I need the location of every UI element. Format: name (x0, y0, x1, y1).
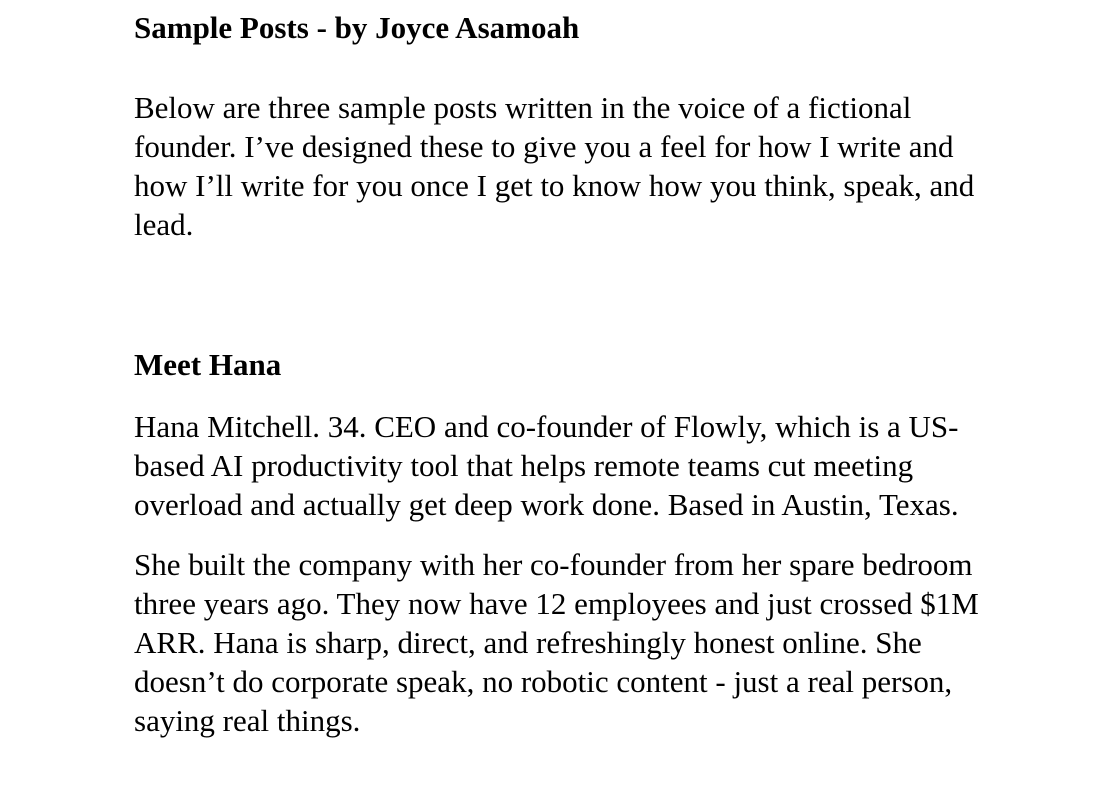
document-title: Sample Posts - by Joyce Asamoah (134, 10, 580, 45)
bio-paragraph-1: Hana Mitchell. 34. CEO and co-founder of Flowly, which is a US-based AI productivity tool that helps remote teams cut meeting overload and actually get deep work done. Based in Austin, Texas. (134, 409, 959, 522)
document-page (134, 8, 1014, 740)
bio-paragraph-2: She built the company with her co-founder from her spare bedroom three years ago. They now have 12 employees and just crossed $1M ARR. Hana is sharp, direct, and refreshingly honest online. She doesn’t do corporate speak, no robotic content - just a real person, saying real things. (134, 547, 979, 738)
intro-paragraph: Below are three sample posts written in the voice of a fictional founder. I’ve designed these to give you a feel for how I write and how I’ll write for you once I get to know how you think, speak, and lead. (134, 90, 975, 242)
section-heading: Meet Hana (134, 347, 282, 382)
